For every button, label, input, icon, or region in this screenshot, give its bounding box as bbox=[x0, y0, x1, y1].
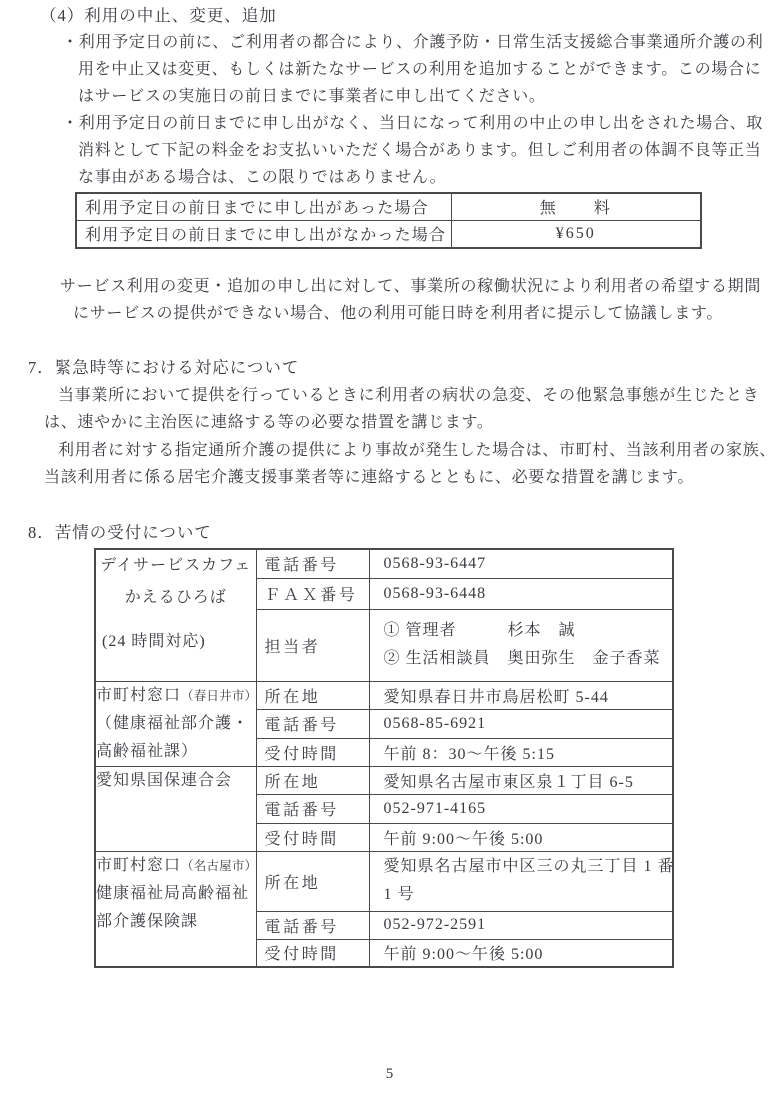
label-cell: 所在地 bbox=[256, 766, 369, 794]
address-line: 1 号 bbox=[383, 886, 415, 903]
value-cell bbox=[369, 609, 673, 681]
org-cell-kasugai bbox=[95, 681, 256, 766]
org-cell-nagoya bbox=[95, 851, 256, 967]
org-name-line: かえるひろば bbox=[124, 589, 227, 606]
org-name-line: 部介護保険課 bbox=[96, 912, 199, 930]
section7-heading: 7．緊急時等における対応について bbox=[28, 358, 300, 377]
value-cell: 午前 9:00～午後 5:00 bbox=[369, 823, 673, 851]
org-name-line: 市町村窓口（名古屋市） bbox=[96, 856, 258, 874]
address-line: 愛知県名古屋市中区三の丸三丁目 1 番 bbox=[383, 858, 675, 875]
table-row bbox=[95, 549, 673, 578]
label-cell: 担当者 bbox=[256, 609, 369, 681]
staff-line: ① 管理者 杉本 誠 bbox=[383, 622, 576, 639]
section7-para2-line1: 利用者に対する指定通所介護の提供により事故が発生した場合は、市町村、当該利用者の家族、 bbox=[58, 442, 777, 459]
label-cell: 所在地 bbox=[256, 681, 369, 709]
section4-bullet1-line3: はサービスの実施日の前日までに事業者に申し出てください。 bbox=[78, 88, 546, 105]
table-row bbox=[95, 681, 673, 709]
org-name-line: （健康福祉部介護・ bbox=[96, 714, 250, 732]
section4-note-line1: サービス利用の変更・追加の申し出に対して、事業所の稼働状況により利用者の希望する期間 bbox=[60, 278, 762, 295]
section4-note-line2: にサービスの提供ができない場合、他の利用可能日時を利用者に提示して協議します。 bbox=[73, 305, 724, 322]
fee-table-row bbox=[76, 220, 701, 248]
org-note: (24 時間対応) bbox=[102, 633, 206, 650]
fee-amount-cell: 無 料 bbox=[451, 193, 701, 220]
org-name-line: 市町村窓口（春日井市） bbox=[96, 686, 258, 704]
fee-condition-cell: 利用予定日の前日までに申し出があった場合 bbox=[76, 193, 451, 220]
label-cell: ＦＡＸ番号 bbox=[256, 578, 369, 609]
value-cell: 0568-93-6447 bbox=[369, 549, 673, 578]
org-name-line: 健康福祉局高齢福祉 bbox=[96, 884, 250, 902]
value-cell bbox=[369, 851, 673, 911]
value-cell: 午前 8：30～午後 5:15 bbox=[369, 738, 673, 766]
staff-line: ② 生活相談員 奥田弥生 金子香菜 bbox=[383, 650, 661, 667]
label-cell: 受付時間 bbox=[256, 823, 369, 851]
cancellation-fee-table bbox=[75, 192, 702, 249]
label-cell: 電話番号 bbox=[256, 549, 369, 578]
label-cell: 受付時間 bbox=[256, 738, 369, 766]
org-cell-kokuho bbox=[95, 766, 256, 851]
label-cell: 電話番号 bbox=[256, 709, 369, 738]
fee-amount-cell: ¥650 bbox=[451, 220, 701, 248]
table-row bbox=[95, 766, 673, 794]
org-name-line: 高齢福祉課） bbox=[96, 742, 199, 760]
fee-condition-cell: 利用予定日の前日までに申し出がなかった場合 bbox=[76, 220, 451, 248]
value-cell: 愛知県名古屋市東区泉１丁目 6-5 bbox=[369, 766, 673, 794]
complaint-contact-table bbox=[94, 548, 674, 968]
section4-bullet2-line3: な事由がある場合は、この限りではありません。 bbox=[78, 169, 447, 186]
section7-para1-line1: 当事業所において提供を行っているときに利用者の病状の急変、その他緊急事態が生じたとき bbox=[58, 387, 760, 404]
org-name-line: 愛知県国保連合会 bbox=[96, 771, 233, 789]
section4-bullet1-line2: 用を中止又は変更、もしくは新たなサービスの利用を追加することができます。この場合に bbox=[78, 61, 762, 78]
fee-table-row bbox=[76, 193, 701, 220]
value-cell: 0568-85-6921 bbox=[369, 709, 673, 738]
section4-bullet2-line2: 消料として下記の料金をお支払いいただく場合があります。但しご利用者の体調不良等正当 bbox=[78, 142, 762, 159]
section8-heading: 8．苦情の受付について bbox=[28, 523, 212, 542]
value-cell: 052-972-2591 bbox=[369, 911, 673, 939]
section4-bullet1-line1: ・利用予定日の前に、ご利用者の都合により、介護予防・日常生活支援総合事業通所介護の利 bbox=[62, 34, 764, 51]
section4-bullet2-line1: ・利用予定日の前日までに申し出がなく、当日になって利用の中止の申し出をされた場合、取 bbox=[62, 115, 764, 132]
label-cell: 電話番号 bbox=[256, 911, 369, 939]
value-cell: 午前 9:00～午後 5:00 bbox=[369, 939, 673, 967]
org-cell-day-service bbox=[95, 549, 256, 681]
label-cell: 所在地 bbox=[256, 851, 369, 911]
value-cell: 愛知県春日井市鳥居松町 5-44 bbox=[369, 681, 673, 709]
label-cell: 電話番号 bbox=[256, 794, 369, 823]
section4-heading: （4）利用の中止、変更、追加 bbox=[40, 6, 277, 25]
value-cell: 052-971-4165 bbox=[369, 794, 673, 823]
section7-para1-line2: は、速やかに主治医に連絡する等の必要な措置を講じます。 bbox=[44, 414, 494, 431]
table-row bbox=[95, 851, 673, 911]
label-cell: 受付時間 bbox=[256, 939, 369, 967]
org-name-line: デイサービスカフェ bbox=[100, 557, 252, 574]
page-number: 5 bbox=[385, 1066, 394, 1082]
section7-para2-line2: 当該利用者に係る居宅介護支援事業者等に連絡するとともに、必要な措置を講じます。 bbox=[44, 469, 695, 486]
value-cell: 0568-93-6448 bbox=[369, 578, 673, 609]
